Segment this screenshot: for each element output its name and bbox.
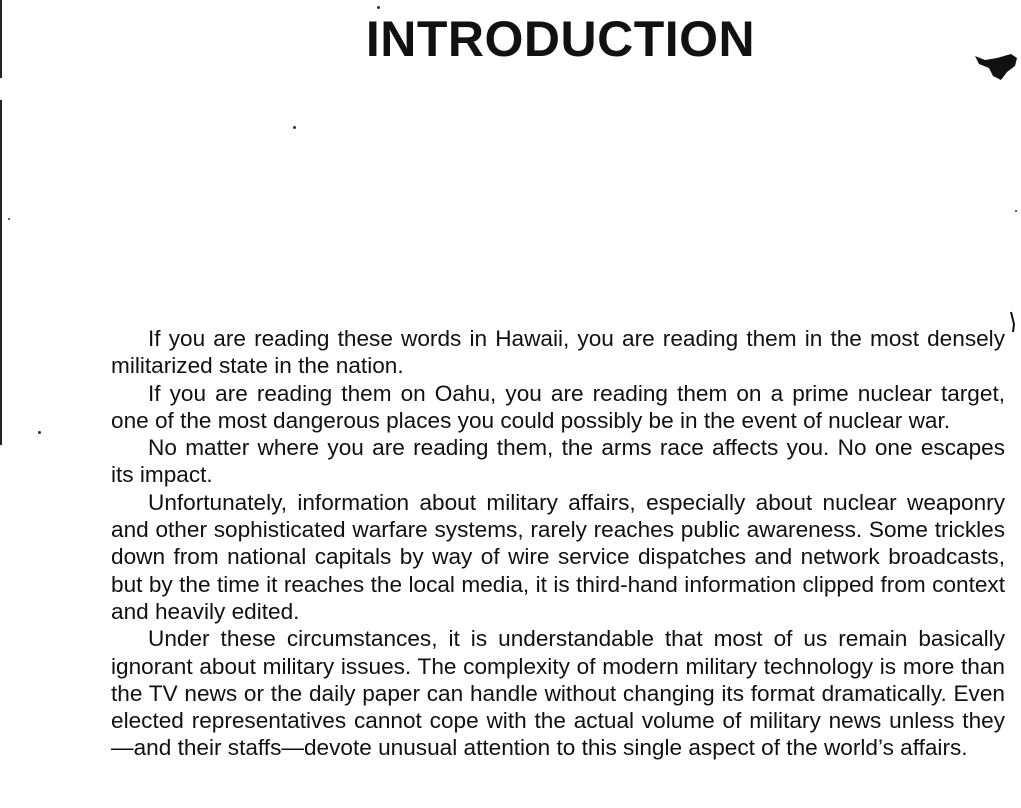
scan-speck bbox=[8, 218, 10, 220]
paragraph: If you are reading these words in Hawaii, you are reading them in the most densely militarized state in the nation. bbox=[111, 326, 1005, 379]
body-text bbox=[111, 325, 1005, 762]
scan-mark bbox=[1008, 310, 1018, 334]
scan-speck bbox=[293, 126, 296, 129]
paragraph: No matter where you are reading them, the arms race affects you. No one escapes its impact. bbox=[111, 435, 1005, 488]
paragraph: If you are reading them on Oahu, you are reading them on a prime nuclear target, one of the most dangerous places you could possibly be in the event of nuclear war. bbox=[111, 380, 1005, 433]
page-title: INTRODUCTION bbox=[365, 11, 756, 67]
ink-blot-mark bbox=[971, 50, 1021, 84]
scan-speck bbox=[377, 6, 380, 9]
scan-edge-line bbox=[0, 100, 2, 445]
scan-speck bbox=[1015, 210, 1017, 212]
scan-speck bbox=[38, 431, 41, 434]
paragraph: Unfortunately, information about military affairs, especially about nuclear weaponry and other sophisticated warfare systems, rarely reaches public awareness. Some trickles down from national capitals by way of wire service dispatches and network broadcasts, but by the time it reaches the local media, it is third-hand information clipped from context and heavily edited. bbox=[111, 489, 1005, 624]
paragraph: Under these circumstances, it is understandable that most of us remain basically ignorant about military issues. The complexity of modern military technology is more than the TV news or the daily paper can handle without changing its format dramatically. Even elected representatives cannot cope with the actual volume of military news unless they—and their staffs—devote unusual attention to this single aspect of the world’s affairs. bbox=[111, 626, 1005, 761]
